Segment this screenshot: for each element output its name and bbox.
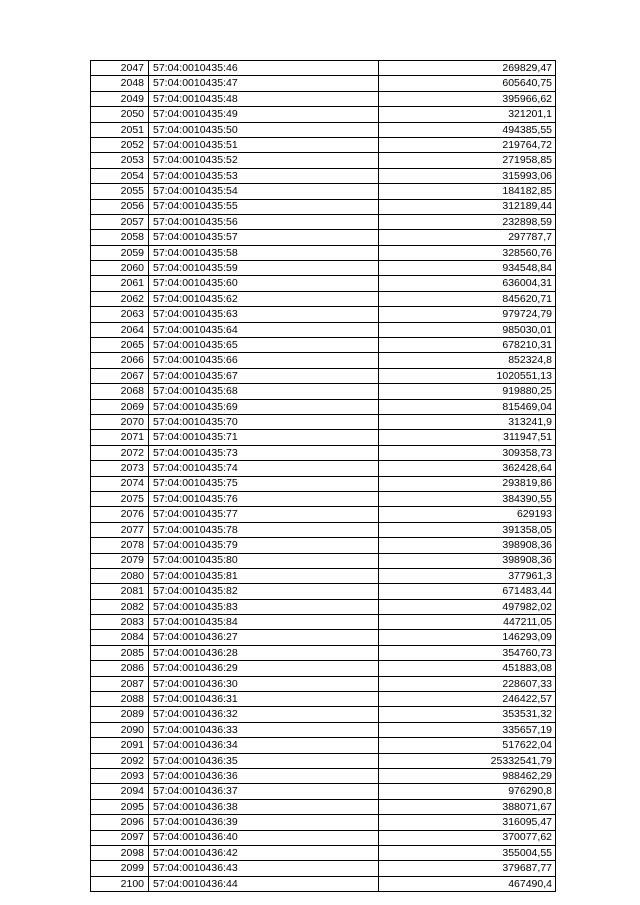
cadastral-number: 57:04:0010435:47 bbox=[149, 76, 379, 91]
cadastral-value: 497982,02 bbox=[379, 599, 556, 614]
row-number: 2065 bbox=[91, 338, 149, 353]
table-row bbox=[91, 122, 556, 137]
table-row bbox=[91, 707, 556, 722]
cadastral-number: 57:04:0010435:58 bbox=[149, 245, 379, 260]
table-row bbox=[91, 615, 556, 630]
table-row bbox=[91, 538, 556, 553]
table-row bbox=[91, 276, 556, 291]
cadastral-number: 57:04:0010435:81 bbox=[149, 568, 379, 583]
cadastral-value-table bbox=[90, 60, 556, 892]
cadastral-value: 395966,62 bbox=[379, 91, 556, 106]
table-row bbox=[91, 168, 556, 183]
cadastral-number: 57:04:0010436:28 bbox=[149, 645, 379, 660]
cadastral-value: 934548,84 bbox=[379, 261, 556, 276]
cadastral-value: 355004,55 bbox=[379, 845, 556, 860]
table-row bbox=[91, 445, 556, 460]
table-row bbox=[91, 230, 556, 245]
cadastral-value: 629193 bbox=[379, 507, 556, 522]
cadastral-number: 57:04:0010436:29 bbox=[149, 661, 379, 676]
cadastral-number: 57:04:0010435:67 bbox=[149, 368, 379, 383]
row-number: 2047 bbox=[91, 61, 149, 76]
row-number: 2100 bbox=[91, 876, 149, 891]
cadastral-value: 297787,7 bbox=[379, 230, 556, 245]
table-row bbox=[91, 876, 556, 891]
table-row bbox=[91, 368, 556, 383]
cadastral-value: 353531,32 bbox=[379, 707, 556, 722]
table-body bbox=[91, 61, 556, 892]
cadastral-value: 671483,44 bbox=[379, 584, 556, 599]
cadastral-value: 321201,1 bbox=[379, 107, 556, 122]
row-number: 2075 bbox=[91, 491, 149, 506]
cadastral-number: 57:04:0010436:35 bbox=[149, 753, 379, 768]
cadastral-value: 494385,55 bbox=[379, 122, 556, 137]
table-row bbox=[91, 461, 556, 476]
row-number: 2051 bbox=[91, 122, 149, 137]
cadastral-value: 467490,4 bbox=[379, 876, 556, 891]
cadastral-value: 852324,8 bbox=[379, 353, 556, 368]
row-number: 2096 bbox=[91, 815, 149, 830]
cadastral-value: 146293,09 bbox=[379, 630, 556, 645]
cadastral-number: 57:04:0010435:80 bbox=[149, 553, 379, 568]
cadastral-value: 979724,79 bbox=[379, 307, 556, 322]
cadastral-number: 57:04:0010436:34 bbox=[149, 738, 379, 753]
row-number: 2054 bbox=[91, 168, 149, 183]
cadastral-value: 184182,85 bbox=[379, 184, 556, 199]
cadastral-value: 232898,59 bbox=[379, 214, 556, 229]
row-number: 2071 bbox=[91, 430, 149, 445]
row-number: 2048 bbox=[91, 76, 149, 91]
cadastral-value: 678210,31 bbox=[379, 338, 556, 353]
table-row bbox=[91, 830, 556, 845]
table-row bbox=[91, 584, 556, 599]
table-row bbox=[91, 599, 556, 614]
table-row bbox=[91, 261, 556, 276]
cadastral-value: 312189,44 bbox=[379, 199, 556, 214]
cadastral-number: 57:04:0010436:30 bbox=[149, 676, 379, 691]
cadastral-number: 57:04:0010435:69 bbox=[149, 399, 379, 414]
cadastral-number: 57:04:0010436:42 bbox=[149, 845, 379, 860]
cadastral-value: 636004,31 bbox=[379, 276, 556, 291]
cadastral-value: 309358,73 bbox=[379, 445, 556, 460]
row-number: 2093 bbox=[91, 768, 149, 783]
table-row bbox=[91, 322, 556, 337]
cadastral-number: 57:04:0010435:50 bbox=[149, 122, 379, 137]
cadastral-number: 57:04:0010435:48 bbox=[149, 91, 379, 106]
cadastral-number: 57:04:0010436:31 bbox=[149, 692, 379, 707]
row-number: 2069 bbox=[91, 399, 149, 414]
table-row bbox=[91, 199, 556, 214]
row-number: 2072 bbox=[91, 445, 149, 460]
table-row bbox=[91, 153, 556, 168]
cadastral-value: 313241,9 bbox=[379, 414, 556, 429]
row-number: 2052 bbox=[91, 137, 149, 152]
row-number: 2099 bbox=[91, 861, 149, 876]
table-row bbox=[91, 507, 556, 522]
table-row bbox=[91, 107, 556, 122]
row-number: 2086 bbox=[91, 661, 149, 676]
cadastral-value: 293819,86 bbox=[379, 476, 556, 491]
table-row bbox=[91, 784, 556, 799]
cadastral-number: 57:04:0010436:27 bbox=[149, 630, 379, 645]
row-number: 2063 bbox=[91, 307, 149, 322]
row-number: 2083 bbox=[91, 615, 149, 630]
row-number: 2088 bbox=[91, 692, 149, 707]
cadastral-number: 57:04:0010435:56 bbox=[149, 214, 379, 229]
row-number: 2066 bbox=[91, 353, 149, 368]
cadastral-value: 335657,19 bbox=[379, 722, 556, 737]
table-row bbox=[91, 245, 556, 260]
table-row bbox=[91, 307, 556, 322]
table-row bbox=[91, 76, 556, 91]
row-number: 2085 bbox=[91, 645, 149, 660]
table-row bbox=[91, 553, 556, 568]
cadastral-number: 57:04:0010435:57 bbox=[149, 230, 379, 245]
row-number: 2058 bbox=[91, 230, 149, 245]
cadastral-number: 57:04:0010435:59 bbox=[149, 261, 379, 276]
cadastral-number: 57:04:0010435:54 bbox=[149, 184, 379, 199]
cadastral-number: 57:04:0010435:71 bbox=[149, 430, 379, 445]
cadastral-value: 1020551,13 bbox=[379, 368, 556, 383]
cadastral-number: 57:04:0010435:49 bbox=[149, 107, 379, 122]
cadastral-value: 328560,76 bbox=[379, 245, 556, 260]
cadastral-number: 57:04:0010435:60 bbox=[149, 276, 379, 291]
row-number: 2061 bbox=[91, 276, 149, 291]
table-row bbox=[91, 753, 556, 768]
cadastral-value: 815469,04 bbox=[379, 399, 556, 414]
row-number: 2098 bbox=[91, 845, 149, 860]
table-row bbox=[91, 861, 556, 876]
cadastral-number: 57:04:0010435:46 bbox=[149, 61, 379, 76]
row-number: 2074 bbox=[91, 476, 149, 491]
cadastral-value: 517622,04 bbox=[379, 738, 556, 753]
row-number: 2081 bbox=[91, 584, 149, 599]
table-row bbox=[91, 676, 556, 691]
table-row bbox=[91, 476, 556, 491]
cadastral-value: 919880,25 bbox=[379, 384, 556, 399]
table-row bbox=[91, 692, 556, 707]
table-row bbox=[91, 768, 556, 783]
cadastral-number: 57:04:0010435:70 bbox=[149, 414, 379, 429]
row-number: 2067 bbox=[91, 368, 149, 383]
row-number: 2050 bbox=[91, 107, 149, 122]
cadastral-number: 57:04:0010435:51 bbox=[149, 137, 379, 152]
cadastral-number: 57:04:0010435:74 bbox=[149, 461, 379, 476]
row-number: 2079 bbox=[91, 553, 149, 568]
cadastral-value: 398908,36 bbox=[379, 553, 556, 568]
cadastral-number: 57:04:0010435:77 bbox=[149, 507, 379, 522]
row-number: 2092 bbox=[91, 753, 149, 768]
row-number: 2070 bbox=[91, 414, 149, 429]
cadastral-number: 57:04:0010436:39 bbox=[149, 815, 379, 830]
cadastral-value: 219764,72 bbox=[379, 137, 556, 152]
cadastral-value: 246422,57 bbox=[379, 692, 556, 707]
cadastral-value: 370077,62 bbox=[379, 830, 556, 845]
row-number: 2060 bbox=[91, 261, 149, 276]
cadastral-number: 57:04:0010436:40 bbox=[149, 830, 379, 845]
cadastral-value: 377961,3 bbox=[379, 568, 556, 583]
cadastral-value: 271958,85 bbox=[379, 153, 556, 168]
cadastral-value: 845620,71 bbox=[379, 291, 556, 306]
cadastral-number: 57:04:0010435:63 bbox=[149, 307, 379, 322]
cadastral-value: 447211,05 bbox=[379, 615, 556, 630]
cadastral-number: 57:04:0010436:43 bbox=[149, 861, 379, 876]
row-number: 2073 bbox=[91, 461, 149, 476]
row-number: 2056 bbox=[91, 199, 149, 214]
row-number: 2090 bbox=[91, 722, 149, 737]
table-row bbox=[91, 661, 556, 676]
table-row bbox=[91, 845, 556, 860]
table-row bbox=[91, 799, 556, 814]
row-number: 2094 bbox=[91, 784, 149, 799]
table-row bbox=[91, 214, 556, 229]
table-row bbox=[91, 522, 556, 537]
cadastral-number: 57:04:0010435:82 bbox=[149, 584, 379, 599]
row-number: 2082 bbox=[91, 599, 149, 614]
table-row bbox=[91, 384, 556, 399]
cadastral-value: 379687,77 bbox=[379, 861, 556, 876]
cadastral-number: 57:04:0010435:65 bbox=[149, 338, 379, 353]
table-row bbox=[91, 722, 556, 737]
table-row bbox=[91, 184, 556, 199]
table-row bbox=[91, 815, 556, 830]
table-row bbox=[91, 353, 556, 368]
row-number: 2055 bbox=[91, 184, 149, 199]
cadastral-value: 354760,73 bbox=[379, 645, 556, 660]
table-row bbox=[91, 568, 556, 583]
cadastral-value: 269829,47 bbox=[379, 61, 556, 76]
cadastral-number: 57:04:0010436:38 bbox=[149, 799, 379, 814]
cadastral-number: 57:04:0010435:73 bbox=[149, 445, 379, 460]
cadastral-number: 57:04:0010435:66 bbox=[149, 353, 379, 368]
cadastral-value: 388071,67 bbox=[379, 799, 556, 814]
row-number: 2068 bbox=[91, 384, 149, 399]
cadastral-number: 57:04:0010435:79 bbox=[149, 538, 379, 553]
cadastral-number: 57:04:0010436:36 bbox=[149, 768, 379, 783]
table-row bbox=[91, 61, 556, 76]
row-number: 2049 bbox=[91, 91, 149, 106]
row-number: 2087 bbox=[91, 676, 149, 691]
table-row bbox=[91, 491, 556, 506]
table-row bbox=[91, 91, 556, 106]
cadastral-value: 391358,05 bbox=[379, 522, 556, 537]
row-number: 2091 bbox=[91, 738, 149, 753]
cadastral-value: 315993,06 bbox=[379, 168, 556, 183]
cadastral-number: 57:04:0010435:52 bbox=[149, 153, 379, 168]
row-number: 2089 bbox=[91, 707, 149, 722]
cadastral-number: 57:04:0010435:55 bbox=[149, 199, 379, 214]
cadastral-value: 605640,75 bbox=[379, 76, 556, 91]
cadastral-value: 451883,08 bbox=[379, 661, 556, 676]
cadastral-number: 57:04:0010436:44 bbox=[149, 876, 379, 891]
row-number: 2057 bbox=[91, 214, 149, 229]
cadastral-value: 311947,51 bbox=[379, 430, 556, 445]
cadastral-number: 57:04:0010436:37 bbox=[149, 784, 379, 799]
cadastral-number: 57:04:0010435:84 bbox=[149, 615, 379, 630]
cadastral-number: 57:04:0010435:62 bbox=[149, 291, 379, 306]
cadastral-value: 985030,01 bbox=[379, 322, 556, 337]
row-number: 2084 bbox=[91, 630, 149, 645]
cadastral-value: 25332541,79 bbox=[379, 753, 556, 768]
cadastral-number: 57:04:0010435:75 bbox=[149, 476, 379, 491]
table-row bbox=[91, 645, 556, 660]
row-number: 2080 bbox=[91, 568, 149, 583]
table-row bbox=[91, 338, 556, 353]
cadastral-value: 976290,8 bbox=[379, 784, 556, 799]
cadastral-number: 57:04:0010436:32 bbox=[149, 707, 379, 722]
table-row bbox=[91, 137, 556, 152]
row-number: 2062 bbox=[91, 291, 149, 306]
row-number: 2077 bbox=[91, 522, 149, 537]
cadastral-value: 316095,47 bbox=[379, 815, 556, 830]
cadastral-value: 398908,36 bbox=[379, 538, 556, 553]
table-row bbox=[91, 630, 556, 645]
table-row bbox=[91, 430, 556, 445]
row-number: 2095 bbox=[91, 799, 149, 814]
cadastral-number: 57:04:0010435:68 bbox=[149, 384, 379, 399]
row-number: 2064 bbox=[91, 322, 149, 337]
cadastral-number: 57:04:0010435:64 bbox=[149, 322, 379, 337]
cadastral-number: 57:04:0010435:83 bbox=[149, 599, 379, 614]
row-number: 2078 bbox=[91, 538, 149, 553]
table-row bbox=[91, 291, 556, 306]
cadastral-number: 57:04:0010436:33 bbox=[149, 722, 379, 737]
cadastral-value: 362428,64 bbox=[379, 461, 556, 476]
table-row bbox=[91, 414, 556, 429]
cadastral-value: 988462,29 bbox=[379, 768, 556, 783]
row-number: 2059 bbox=[91, 245, 149, 260]
table-row bbox=[91, 399, 556, 414]
cadastral-value: 384390,55 bbox=[379, 491, 556, 506]
cadastral-value: 228607,33 bbox=[379, 676, 556, 691]
table-row bbox=[91, 738, 556, 753]
cadastral-number: 57:04:0010435:76 bbox=[149, 491, 379, 506]
cadastral-number: 57:04:0010435:78 bbox=[149, 522, 379, 537]
row-number: 2053 bbox=[91, 153, 149, 168]
cadastral-number: 57:04:0010435:53 bbox=[149, 168, 379, 183]
row-number: 2076 bbox=[91, 507, 149, 522]
row-number: 2097 bbox=[91, 830, 149, 845]
